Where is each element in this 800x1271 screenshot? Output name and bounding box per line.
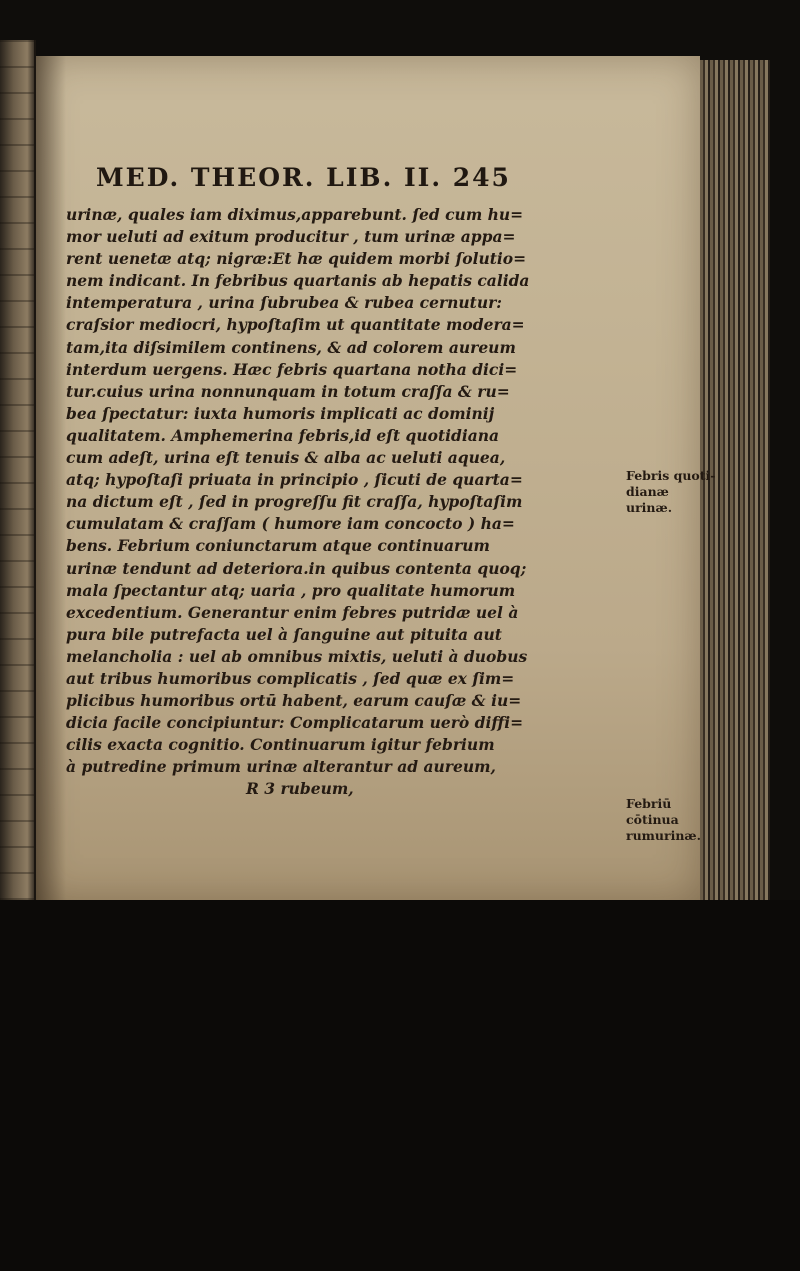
text-line: tur.cuius urina nonnunquam in totum craſſa & ru= — [66, 381, 510, 401]
text-line: bens. Febrium coniunctarum atque continuarum — [66, 536, 490, 556]
margin-note-line: dianæ urinæ. — [626, 484, 673, 515]
text-line: plicibus humoribus ortū habent, earum cauſæ & iu= — [66, 691, 522, 711]
text-line: qualitatem. Amphemerina febris,id eſt quotidiana — [66, 425, 500, 445]
text-line: bea ſpectatur: iuxta humoris implicati ac dominij — [66, 403, 495, 423]
text-line: dicia facile concipiuntur: Complicatarum uerò diffi= — [66, 713, 524, 733]
text-line: rent uenetæ atq; nigræ:Et hæ quidem morbi ſolutio= — [66, 249, 527, 269]
text-line: aut tribus humoribus complicatis , ſed quæ ex ſim= — [66, 668, 515, 688]
text-line: craſsior mediocri, hypoſtaſim ut quantitate modera= — [66, 315, 525, 335]
margin-note-line: rumurinæ. — [626, 828, 701, 843]
text-line: pura bile putrefacta uel à ſanguine aut pituita aut — [66, 624, 502, 644]
text-line: atq; hypoſtaſi priuata in principio , ſicuti de quarta= — [66, 470, 523, 490]
text-line: cum adeſt, urina eſt tenuis & alba ac ueluti aquea, — [66, 448, 506, 468]
text-line: excedentium. Generantur enim febres putridæ uel à — [66, 602, 519, 622]
body-text — [66, 204, 614, 801]
facing-page-text-fragments — [0, 40, 34, 900]
margin-note-continuarum — [626, 796, 716, 844]
text-line: mor ueluti ad exitum producitur , tum urinæ appa= — [66, 227, 516, 247]
text-line: à putredine primum urinæ alterantur ad aureum, — [66, 757, 496, 777]
margin-note-line: Febriū cōtinua — [626, 796, 679, 827]
text-line: na dictum eſt , ſed in progreſſu fit craſſa, hypoſtaſim — [66, 492, 523, 512]
text-line: melancholia : uel ab omnibus mixtis, ueluti à duobus — [66, 646, 528, 666]
text-line: interdum uergens. Hæc febris quartana notha dici= — [66, 359, 518, 379]
text-line: mala ſpectantur atq; uaria , pro qualitate humorum — [66, 580, 516, 600]
text-line: urinæ, quales iam diximus,apparebunt. ſed cum hu= — [66, 205, 524, 224]
text-line: nem indicant. In febribus quartanis ab hepatis calida — [66, 271, 530, 291]
dark-background — [0, 900, 800, 1271]
text-line: urinæ tendunt ad deteriora.in quibus contenta quoq; — [66, 558, 527, 578]
text-line: intemperatura , urina ſubrubea & rubea cernutur: — [66, 293, 502, 313]
text-line: tam,ita diſsimilem continens, & ad colorem aureum — [66, 337, 516, 357]
text-line: cumulatam & craſſam ( humore iam concocto ) ha= — [66, 514, 515, 534]
page-gutter-shadow — [36, 56, 66, 902]
text-line: R 3 rubeum, — [246, 779, 354, 799]
running-head: MED. THEOR. LIB. II. 245 — [96, 163, 511, 192]
text-line: cilis exacta cognitio. Continuarum igitur febrium — [66, 735, 495, 755]
facing-page-edge — [0, 40, 36, 900]
margin-note-quotidiana — [626, 468, 716, 516]
margin-note-line: Febris quoti- — [626, 468, 716, 483]
